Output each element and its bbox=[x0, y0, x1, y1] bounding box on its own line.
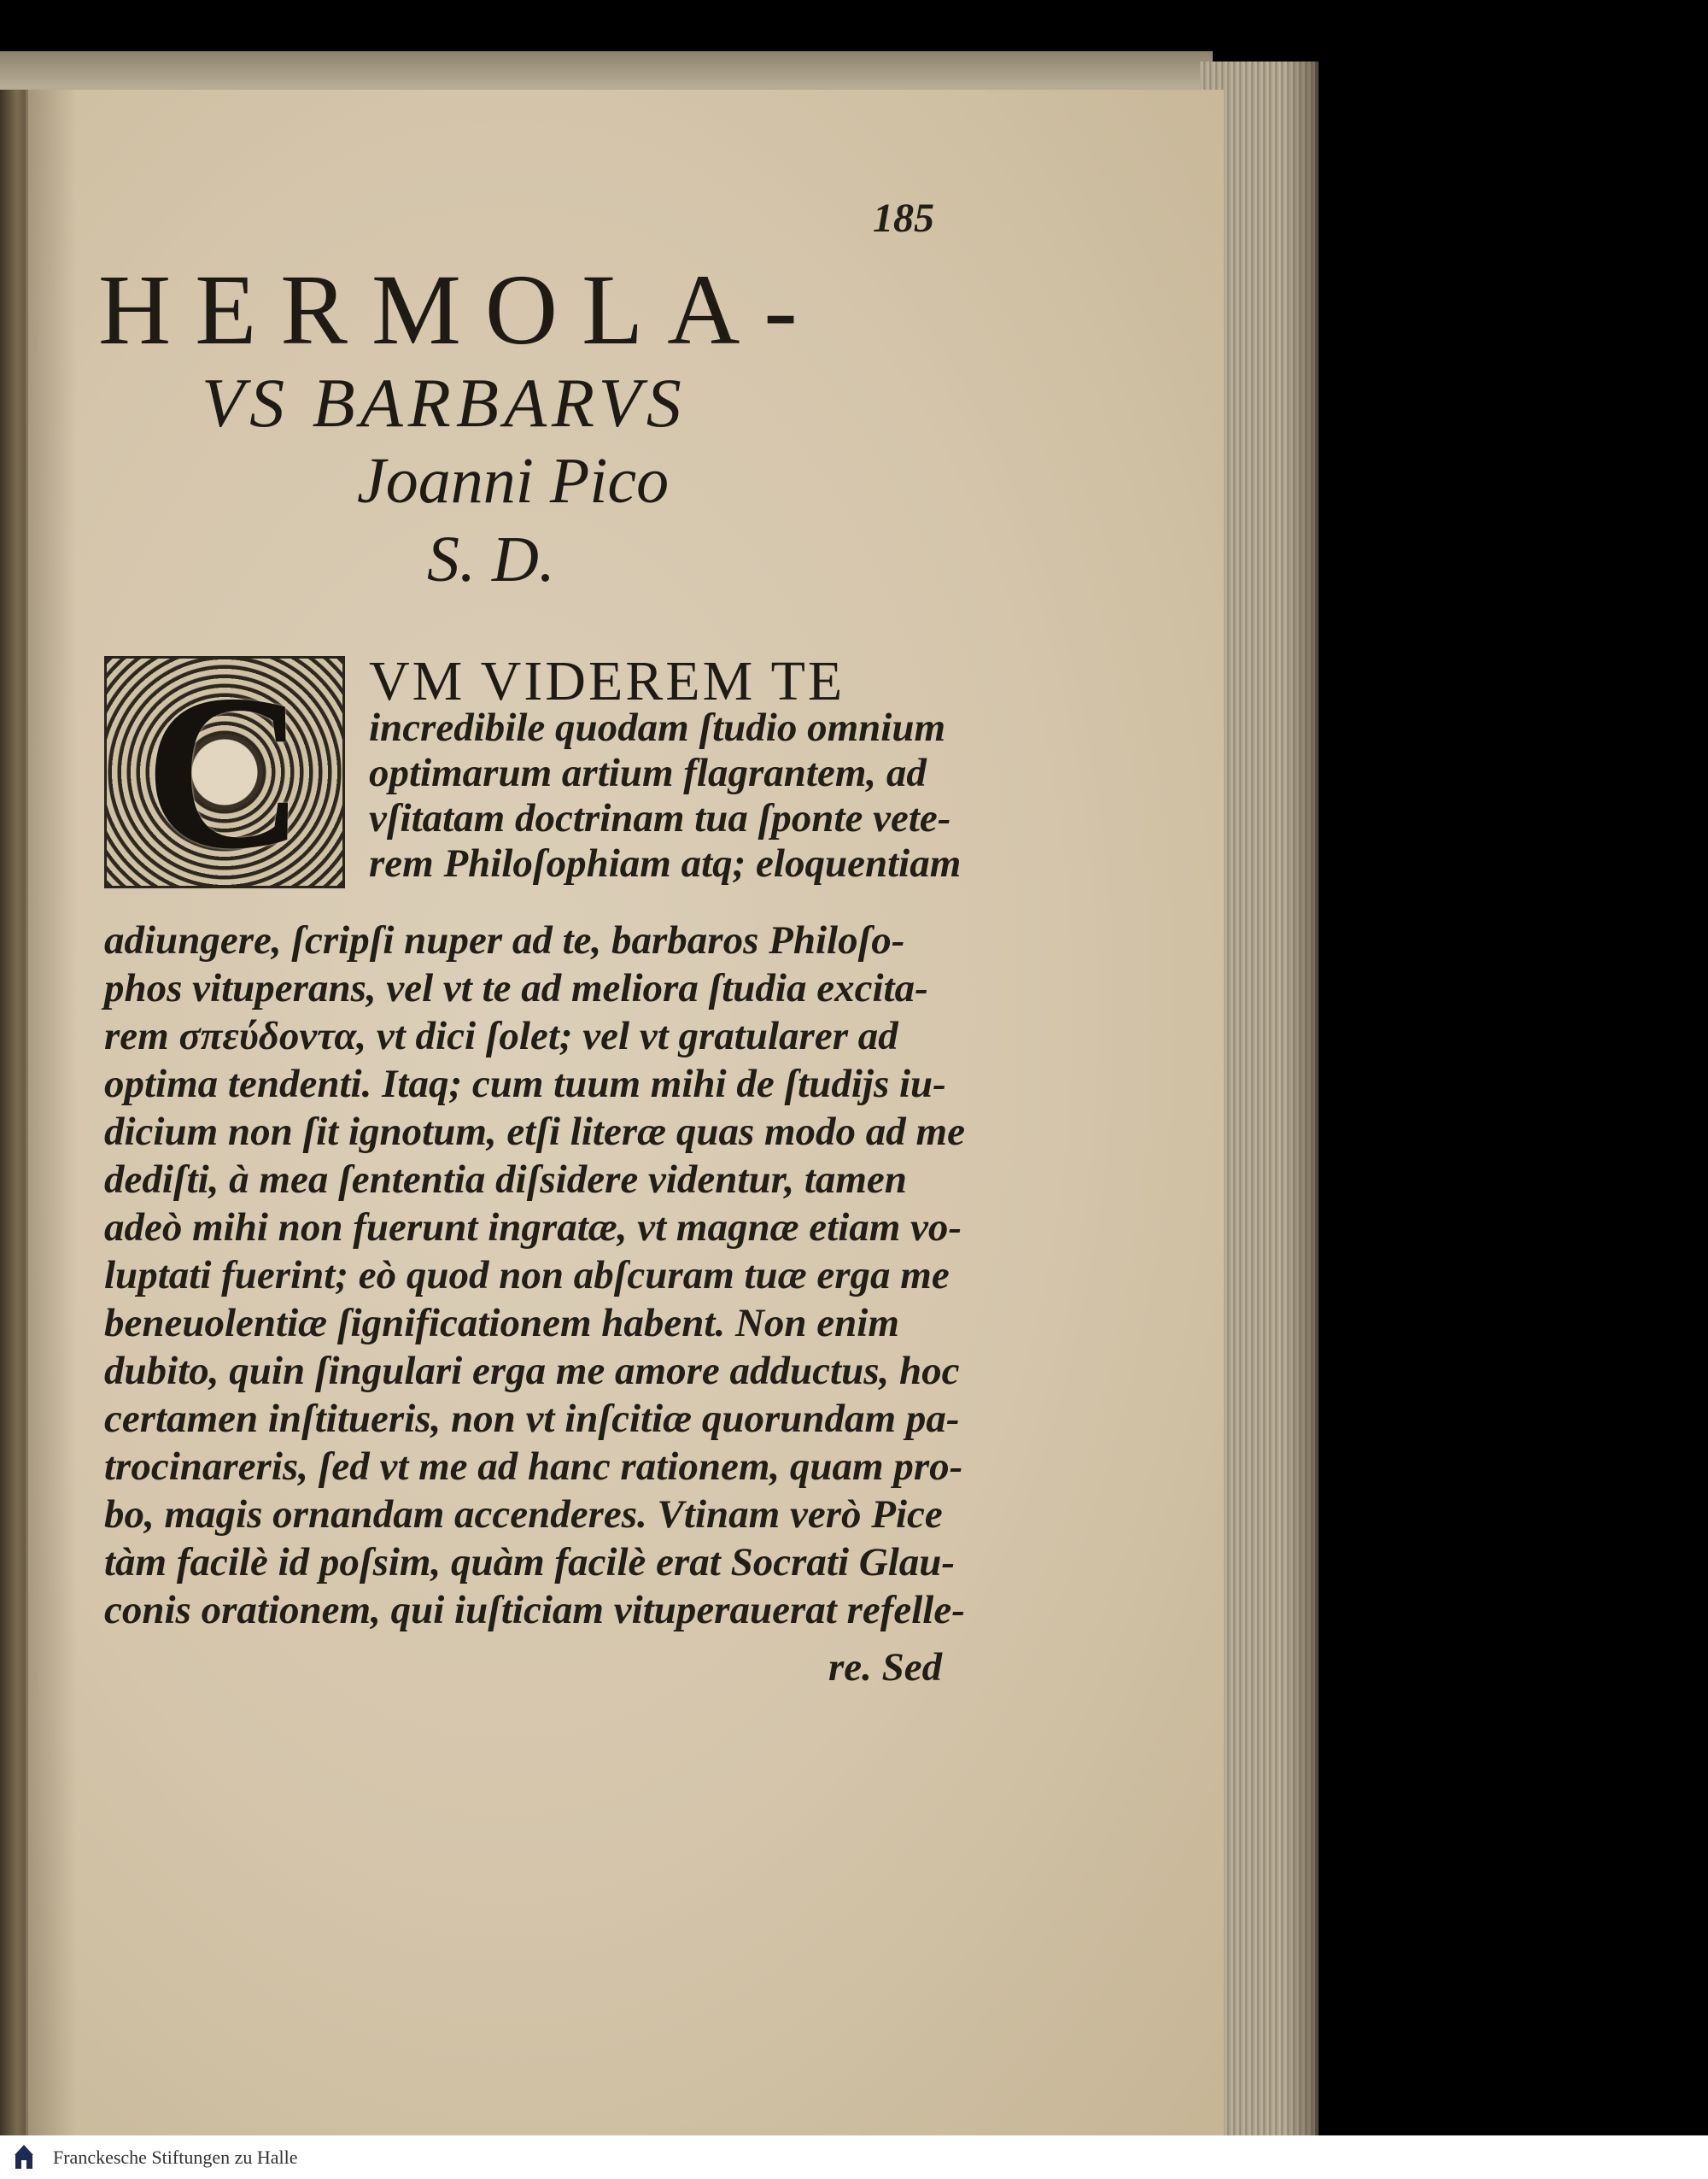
page-number: 185 bbox=[873, 196, 934, 241]
body-line: incredibile quodam ſtudio omnium bbox=[369, 706, 946, 750]
footer-bar bbox=[0, 2135, 1708, 2179]
body-line: vſitatam doctrinam tua ſponte vete- bbox=[369, 796, 951, 841]
body-line: conis orationem, qui iuſticiam vituperauerat refelle- bbox=[104, 1588, 965, 1632]
body-line: adiungere, ſcripſi nuper ad te, barbaros Philoſo- bbox=[104, 918, 905, 963]
body-line: rem Philoſophiam atq; eloquentiam bbox=[369, 841, 962, 886]
body-line: dubito, quin ſingulari erga me amore adductus, hoc bbox=[104, 1349, 960, 1393]
body-line: rem σπεύδοντα, vt dici ſolet; vel vt gratularer ad bbox=[104, 1014, 898, 1058]
body-line: dediſti, à mea ſententia diſsidere videntur, tamen bbox=[104, 1157, 907, 1202]
title-line-1: HERMOLA- bbox=[98, 254, 822, 366]
decorated-initial bbox=[104, 656, 345, 888]
body-line: luptati fuerint; eò quod non abſcuram tuæ erga me bbox=[104, 1253, 950, 1297]
body-line: beneuolentiæ ſignificationem habent. Non enim bbox=[104, 1301, 899, 1345]
title-line-3: Joanni Pico bbox=[357, 445, 670, 517]
catchword: re. Sed bbox=[828, 1645, 943, 1690]
body-line: bo, magis ornandam accenderes. Vtinam verò Pice bbox=[104, 1492, 943, 1537]
body-line: optimarum artium flagrantem, ad bbox=[369, 751, 927, 795]
body-line: trocinareris, ſed vt me ad hanc rationem, quam pro- bbox=[104, 1444, 963, 1489]
gutter-shadow bbox=[26, 90, 77, 2135]
body-line: phos vituperans, vel vt te ad meliora ſtudia excita- bbox=[104, 966, 928, 1010]
title-line-2: VS BARBARVS bbox=[202, 364, 687, 442]
body-line: tàm facilè id poſsim, quàm facilè erat Socrati Glau- bbox=[104, 1540, 956, 1584]
body-line: optima tendenti. Itaq; cum tuum mihi de ſtudijs iu- bbox=[104, 1062, 946, 1106]
body-line: certamen inſtitueris, non vt inſcitiæ quorundam pa- bbox=[104, 1397, 960, 1441]
opening-line: VM VIDEREM TE bbox=[369, 650, 845, 712]
foundation-logo-icon bbox=[5, 2139, 43, 2176]
body-line: dicium non ſit ignotum, etſi literæ quas modo ad me bbox=[104, 1110, 965, 1154]
body-line: adeò mihi non fuerunt ingratæ, vt magnæ etiam vo- bbox=[104, 1205, 962, 1250]
initial-letter: C bbox=[144, 656, 305, 888]
title-line-4: S. D. bbox=[427, 524, 555, 595]
footer-text: Franckesche Stiftungen zu Halle bbox=[53, 2146, 298, 2168]
